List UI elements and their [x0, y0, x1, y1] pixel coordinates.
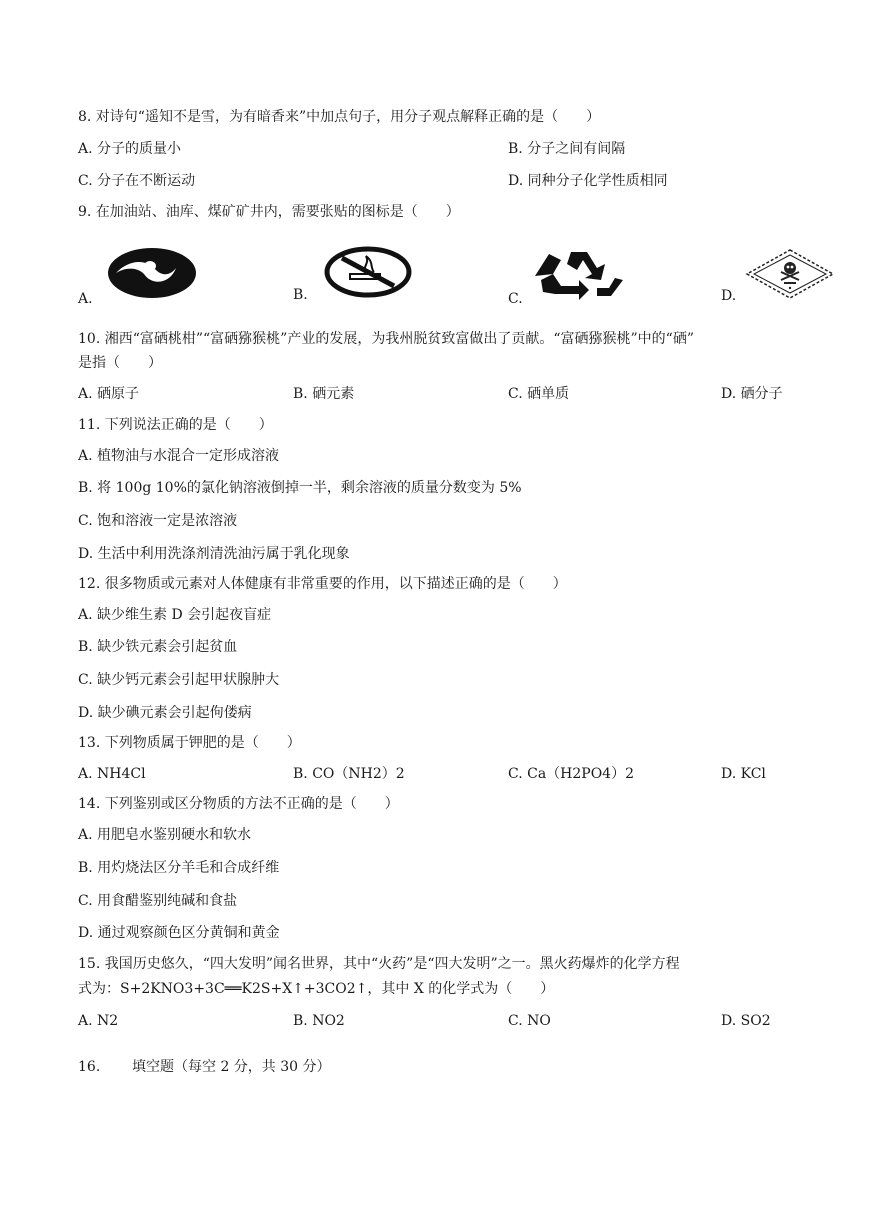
- section-16-heading: [78, 1058, 331, 1076]
- q10-option-a: A. 硒原子: [78, 386, 140, 402]
- question-8-stem: 8. 对诗句“遥知不是雪，为有暗香来”中加点句子，用分子观点解释正确的是（ ）: [78, 109, 601, 125]
- q8-option-d: D. 同种分子化学性质相同: [508, 173, 668, 189]
- q14-option-a: A. 用肥皂水鉴别硬水和软水: [78, 827, 252, 843]
- q14-option-d: D. 通过观察颜色区分黄铜和黄金: [78, 925, 280, 941]
- q11-option-a: A. 植物油与水混合一定形成溶液: [78, 448, 280, 464]
- q12-option-d: D. 缺少碘元素会引起佝偻病: [78, 705, 252, 721]
- q14-option-b: B. 用灼烧法区分羊毛和合成纤维: [78, 860, 280, 876]
- q9-option-d: D.: [721, 288, 737, 304]
- q13-option-b: B. CO（NH2）2: [293, 766, 405, 782]
- q13-option-c: C. Ca（H2PO4）2: [508, 766, 634, 782]
- question-15-stem-line1: 15. 我国历史悠久，“四大发明”闻名世界，其中“火药”是“四大发明”之一。黑火药爆炸的化学方程: [78, 956, 680, 972]
- q10-option-d: D. 硒分子: [721, 386, 783, 402]
- question-10-stem-line1: 10. 湘西“富硒桃柑”“富硒猕猴桃”产业的发展，为我州脱贫致富做出了贡献。“富硒猕猴桃”中的“硒”: [78, 331, 694, 347]
- q11-option-c: C. 饱和溶液一定是浓溶液: [78, 513, 238, 529]
- water-saving-icon: [106, 246, 198, 300]
- question-9-stem: 9. 在加油站、油库、煤矿矿井内，需要张贴的图标是（ ）: [78, 204, 460, 220]
- no-smoking-icon: [324, 246, 412, 298]
- question-15-stem-line2: 式为：S+2KNO3+3C══K2S+X↑+3CO2↑，其中 X 的化学式为（ ）: [78, 981, 555, 997]
- toxic-substance-icon: [744, 248, 836, 300]
- recycling-icon: [531, 246, 627, 302]
- section-16-number: 16.: [78, 1059, 101, 1075]
- question-12-stem: 12. 很多物质或元素对人体健康有非常重要的作用，以下描述正确的是（ ）: [78, 576, 567, 592]
- question-14-stem: 14. 下列鉴别或区分物质的方法不正确的是（ ）: [78, 796, 399, 812]
- question-11-stem: 11. 下列说法正确的是（ ）: [78, 417, 273, 433]
- q9-option-b: B.: [293, 287, 308, 303]
- q14-option-c: C. 用食醋鉴别纯碱和食盐: [78, 893, 238, 909]
- q12-option-b: B. 缺少铁元素会引起贫血: [78, 639, 238, 655]
- q15-option-c: C. NO: [508, 1013, 551, 1029]
- q11-option-b: B. 将 100g 10%的氯化钠溶液倒掉一半，剩余溶液的质量分数变为 5%: [78, 480, 522, 496]
- q9-option-a: A.: [78, 291, 93, 307]
- q9-option-c: C.: [508, 291, 523, 307]
- q15-option-d: D. SO2: [721, 1013, 771, 1029]
- q13-option-a: A. NH4Cl: [78, 766, 146, 782]
- q8-option-c: C. 分子在不断运动: [78, 173, 196, 189]
- q15-option-b: B. NO2: [293, 1013, 345, 1029]
- q8-option-a: A. 分子的质量小: [78, 141, 182, 157]
- q10-option-b: B. 硒元素: [293, 386, 355, 402]
- q8-option-b: B. 分子之间有间隔: [508, 141, 626, 157]
- q15-option-a: A. N2: [78, 1013, 119, 1029]
- q12-option-a: A. 缺少维生素 D 会引起夜盲症: [78, 607, 272, 623]
- q11-option-d: D. 生活中利用洗涤剂清洗油污属于乳化现象: [78, 546, 350, 562]
- section-16-title: 填空题（每空 2 分，共 30 分）: [132, 1059, 331, 1075]
- q10-option-c: C. 硒单质: [508, 386, 570, 402]
- question-13-stem: 13. 下列物质属于钾肥的是（ ）: [78, 735, 301, 751]
- q13-option-d: D. KCl: [721, 766, 766, 782]
- question-10-stem-line2: 是指（ ）: [78, 355, 162, 371]
- q12-option-c: C. 缺少钙元素会引起甲状腺肿大: [78, 672, 280, 688]
